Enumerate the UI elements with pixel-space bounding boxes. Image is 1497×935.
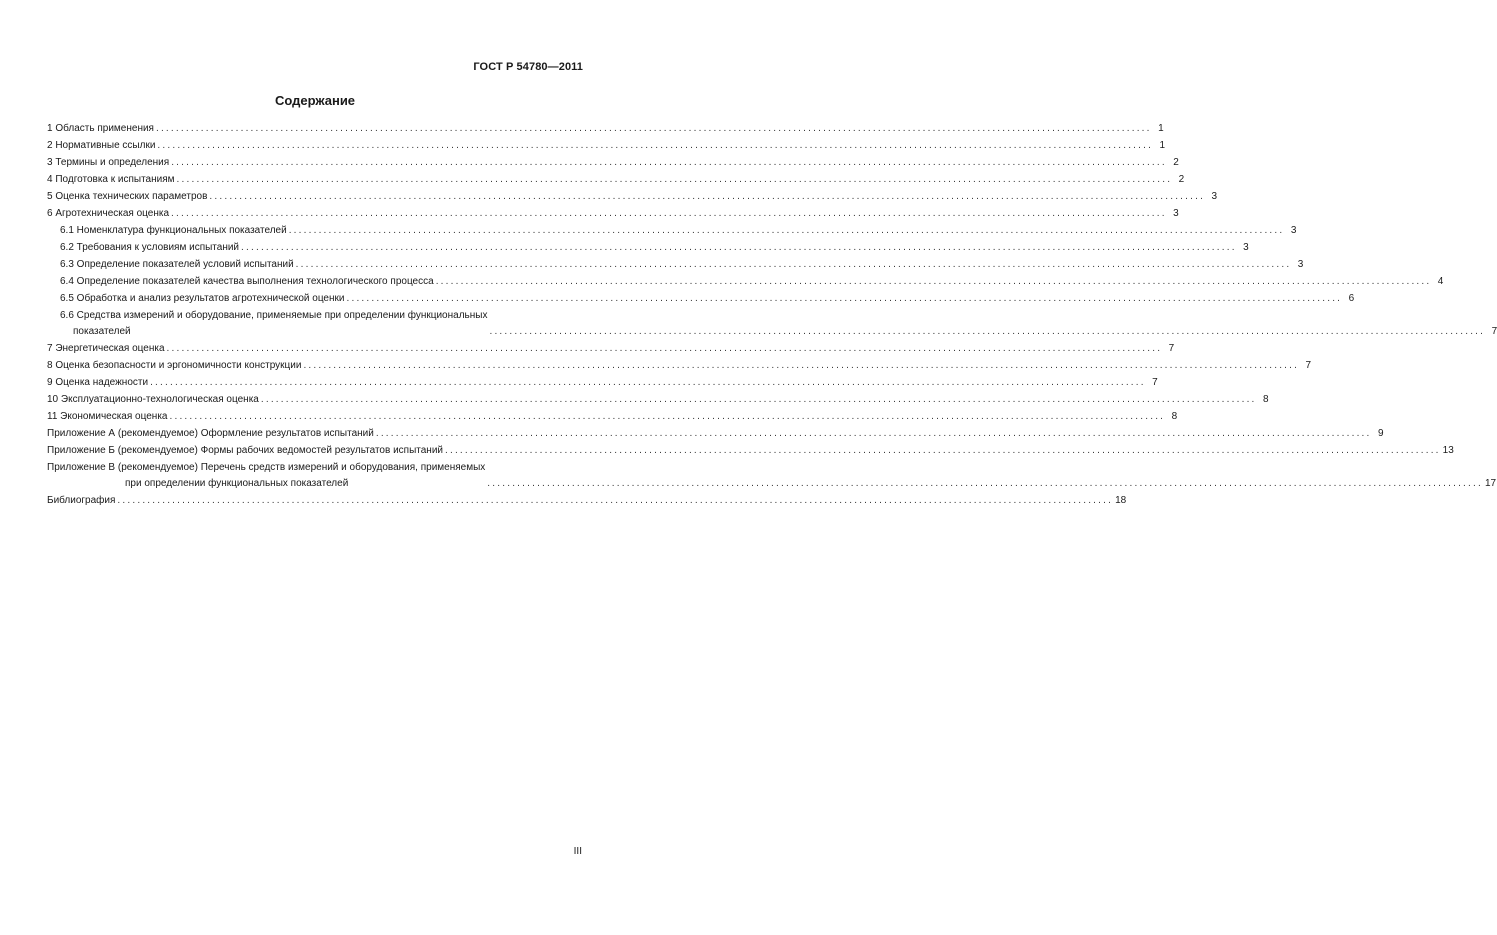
toc-entry-appendix-v[interactable]	[47, 459, 1497, 492]
toc-entry-label-line2: показателей	[73, 326, 131, 337]
toc-entry-3[interactable]	[47, 154, 1179, 171]
toc-entry-6[interactable]	[47, 205, 1179, 222]
toc-entry-8[interactable]	[47, 357, 1312, 374]
toc-entry-6-2[interactable]	[47, 239, 1249, 256]
toc-entry-label: 7 Энергетическая оценка	[47, 343, 165, 354]
document-id-header: ГОСТ Р 54780—2011	[473, 61, 583, 73]
leader-dots: ........................................................................................................................................................................................................	[489, 326, 1486, 337]
toc-entry-label: 6.5 Обработка и анализ результатов агротехнической оценки	[60, 293, 345, 304]
toc-entry-page: 9	[1377, 428, 1384, 439]
toc-entry-label-line1: 6.6 Средства измерений и оборудование, применяемые при определении функциональных	[60, 310, 488, 321]
toc-entry-page: 6	[1348, 293, 1355, 304]
toc-entry-label: 6.1 Номенклатура функциональных показателей	[60, 225, 287, 236]
toc-entry-page: 17	[1484, 478, 1497, 489]
leader-dots: ........................................................................................................................................................................................................	[117, 495, 1114, 506]
toc-entry-label: Приложение А (рекомендуемое) Оформление результатов испытаний	[47, 428, 374, 439]
toc-entry-page: 3	[1173, 208, 1179, 219]
toc-entry-appendix-a[interactable]	[47, 425, 1384, 442]
toc-entry-page: 7	[1305, 360, 1312, 371]
leader-dots: ........................................................................................................................................................................................................	[150, 377, 1146, 388]
toc-entry-label: 8 Оценка безопасности и эргономичности конструкции	[47, 360, 302, 371]
toc-entry-7[interactable]	[47, 340, 1175, 357]
toc-title: Содержание	[274, 93, 356, 108]
toc-entry-label: Библиография	[47, 495, 116, 506]
toc-entry-page: 2	[1178, 174, 1185, 185]
toc-entry-label: 4 Подготовка к испытаниям	[47, 174, 175, 185]
leader-dots: ........................................................................................................................................................................................................	[169, 411, 1166, 422]
toc-entry-label: 10 Эксплуатационно-технологическая оценка	[47, 394, 259, 405]
toc-entry-label: Приложение Б (рекомендуемое) Формы рабочих ведомостей результатов испытаний	[47, 445, 443, 456]
leader-dots: ........................................................................................................................................................................................................	[487, 478, 1483, 489]
table-of-contents	[47, 120, 1497, 509]
toc-entry-page: 7	[1152, 377, 1158, 388]
toc-entry-page: 3	[1297, 259, 1304, 270]
toc-entry-label-line1: Приложение В (рекомендуемое) Перечень средств измерений и оборудования, применяемых	[47, 462, 486, 473]
leader-dots: ........................................................................................................................................................................................................	[155, 123, 1152, 134]
toc-entry-label: 6.2 Требования к условиям испытаний	[60, 242, 240, 253]
toc-entry-label	[47, 460, 485, 492]
leader-dots: ........................................................................................................................................................................................................	[171, 208, 1167, 219]
page-number-roman: III	[573, 846, 582, 857]
toc-entry-page: 4	[1437, 276, 1444, 287]
toc-entry-appendix-b[interactable]	[47, 442, 1454, 459]
toc-entry-page: 13	[1442, 445, 1454, 456]
toc-entry-6-4[interactable]	[47, 273, 1444, 290]
leader-dots: ........................................................................................................................................................................................................	[375, 428, 1372, 439]
leader-dots: ........................................................................................................................................................................................................	[171, 157, 1167, 168]
leader-dots: ........................................................................................................................................................................................................	[157, 140, 1154, 151]
leader-dots: ........................................................................................................................................................................................................	[241, 242, 1237, 253]
toc-entry-9[interactable]	[47, 374, 1158, 391]
leader-dots: ........................................................................................................................................................................................................	[288, 225, 1285, 236]
toc-entry-page: 18	[1115, 495, 1127, 506]
toc-entry-6-3[interactable]	[47, 256, 1304, 273]
leader-dots: ........................................................................................................................................................................................................	[435, 276, 1432, 287]
leader-dots: ........................................................................................................................................................................................................	[176, 174, 1173, 185]
toc-entry-2[interactable]	[47, 137, 1166, 154]
leader-dots: ........................................................................................................................................................................................................	[295, 259, 1292, 270]
toc-entry-page: 7	[1491, 326, 1497, 337]
toc-entry-bibliography[interactable]	[47, 492, 1127, 509]
leader-dots: ........................................................................................................................................................................................................	[346, 293, 1343, 304]
toc-entry-page: 3	[1290, 225, 1297, 236]
leader-dots: ........................................................................................................................................................................................................	[166, 343, 1163, 354]
toc-entry-1[interactable]	[47, 120, 1164, 137]
toc-entry-label-line2: при определении функциональных показателей	[125, 478, 349, 489]
leader-dots: ........................................................................................................................................................................................................	[445, 445, 1441, 456]
toc-entry-label: 11 Экономическая оценка	[47, 411, 168, 422]
toc-entry-6-5[interactable]	[47, 290, 1355, 307]
toc-entry-label: 9 Оценка надежности	[47, 377, 149, 388]
toc-entry-label: 6.3 Определение показателей условий испытаний	[60, 259, 294, 270]
toc-entry-11[interactable]	[47, 408, 1178, 425]
toc-entry-page: 1	[1159, 140, 1166, 151]
toc-entry-label: 2 Нормативные ссылки	[47, 140, 156, 151]
toc-entry-6-1[interactable]	[47, 222, 1297, 239]
toc-entry-5[interactable]	[47, 188, 1218, 205]
toc-entry-label: 6 Агротехническая оценка	[47, 208, 170, 219]
leader-dots: ........................................................................................................................................................................................................	[260, 394, 1257, 405]
toc-entry-label: 5 Оценка технических параметров	[47, 191, 208, 202]
toc-entry-label: 6.4 Определение показателей качества выполнения технологического процесса	[60, 276, 434, 287]
toc-entry-4[interactable]	[47, 171, 1185, 188]
leader-dots: ........................................................................................................................................................................................................	[303, 360, 1300, 371]
leader-dots: ........................................................................................................................................................................................................	[209, 191, 1206, 202]
toc-entry-page: 3	[1243, 242, 1249, 253]
toc-entry-page: 2	[1173, 157, 1179, 168]
toc-entry-page: 8	[1262, 394, 1269, 405]
toc-entry-label: 1 Область применения	[47, 123, 154, 134]
toc-entry-10[interactable]	[47, 391, 1269, 408]
toc-entry-page: 1	[1158, 123, 1164, 134]
toc-entry-label	[60, 308, 487, 340]
toc-entry-page: 8	[1171, 411, 1178, 422]
toc-entry-label: 3 Термины и определения	[47, 157, 170, 168]
toc-entry-page: 7	[1168, 343, 1175, 354]
toc-entry-page: 3	[1211, 191, 1218, 202]
toc-entry-6-6[interactable]	[47, 307, 1497, 340]
